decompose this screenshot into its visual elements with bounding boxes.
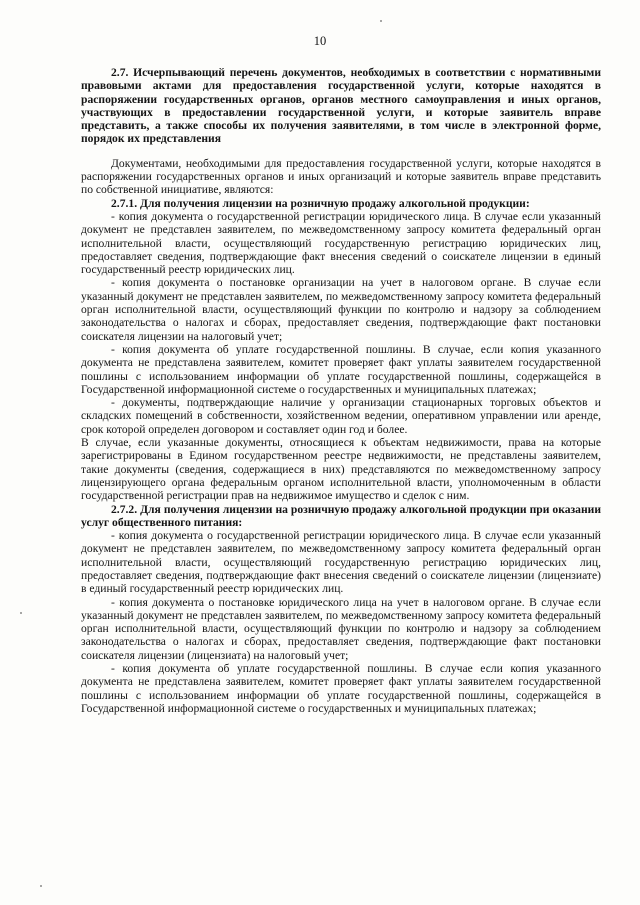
list-item: - копия документа об уплате государственной пошлины. В случае, если копия указанного документа не представлена заявителем, комитет проверяет факт уплаты заявителем государственной пошлины с использованием информации об уплате государственной пошлины, содержащейся в Государственной информационной системе о государственных и муниципальных платежах; [81, 342, 601, 396]
list-item: - документы, подтверждающие наличие у организации стационарных торговых объектов и складских помещений в собственности, хозяйственном ведении, оперативном управлении или аренде, срок которой определен договором и составляет один год и более. [81, 396, 601, 436]
scan-speck [20, 612, 22, 614]
intro-paragraph: Документами, необходимыми для предоставления государственной услуги, которые находятся в распоряжении государственных органов и иных организаций и которые заявитель вправе представить по собственной инициативе, являются: [81, 156, 601, 197]
scan-speck [380, 20, 382, 22]
list-item: - копия документа о государственной регистрации юридического лица. В случае если указанный документ не представлен заявителем, по межведомственному запросу комитета федеральный орган исполнительной власти, осуществляющий государственную регистрацию юридических лиц, предоставляет сведения, подтверждающие факт внесения сведений о соискателе лицензии (лицензиате) в единый государственный реестр юридических лиц. [81, 529, 601, 596]
list-item: - копия документа о постановке юридического лица на учет в налоговом органе. В случае если указанный документ не представлен заявителем, по межведомственному запросу комитета федеральный орган исполнительной власти, осуществляющий функции по контролю и надзору за соблюдением законодательства о налогах и сборах, предоставляет сведения, подтверждающие факт постановки соискателя лицензии (лицензиата) на налоговый учет; [81, 595, 601, 662]
subsection-title-2-7-1: 2.7.1. Для получения лицензии на розничную продажу алкогольной продукции: [111, 196, 530, 210]
section-title: 2.7. Исчерпывающий перечень документов, необходимых в соответствии с нормативными правовыми актами для предоставления государственной услуги, которые находятся в распоряжении государственных органов, органов местного самоуправления и иных органов, участвующих в предоставлении государственной услуги, и которые заявитель вправе представить, а также способы их получения заявителями, в том числе в электронной форме, порядок их представления [81, 66, 601, 146]
page-number: 10 [313, 34, 327, 48]
scan-speck [40, 885, 42, 887]
subsection-title-2-7-2: 2.7.2. Для получения лицензии на розничную продажу алкогольной продукции при оказании услуг общественного питания: [81, 502, 601, 529]
list-item: - копия документа о постановке организации на учет в налоговом органе. В случае если указанный документ не представлен заявителем, по межведомственному запросу комитета федеральный орган исполнительной власти, осуществляющий функции по контролю и надзору за соблюдением законодательства о налогах и сборах, предоставляет сведения, подтверждающие факт постановки соискателя лицензии на налоговый учет; [81, 276, 601, 343]
list-item: - копия документа об уплате государственной пошлины. В случае если копия указанного документа не представлена заявителем, комитет проверяет факт уплаты заявителем государственной пошлины с использованием информации об уплате государственной пошлины, содержащейся в Государственной информационной системе о государственных и муниципальных платежах; [81, 662, 601, 715]
list-item: - копия документа о государственной регистрации юридического лица. В случае если указанный документ не представлен заявителем, по межведомственному запросу комитета федеральный орган исполнительной власти, осуществляющий государственную регистрацию юридических лиц, предоставляет сведения, подтверждающие факт внесения сведений о соискателе лицензии в единый государственный реестр юридических лиц. [81, 209, 601, 277]
note-paragraph: В случае, если указанные документы, относящиеся к объектам недвижимости, права на которые зарегистрированы в Едином государственном реестре недвижимости, не представлены заявителем, такие документы (сведения, содержащиеся в них) представляются по межведомственному запросу лицензирующего органа федеральным органом исполнительной власти, уполномоченным в области государственной регистрации прав на недвижимое имущество и сделок с ним. [81, 436, 601, 503]
document-body [81, 66, 601, 715]
